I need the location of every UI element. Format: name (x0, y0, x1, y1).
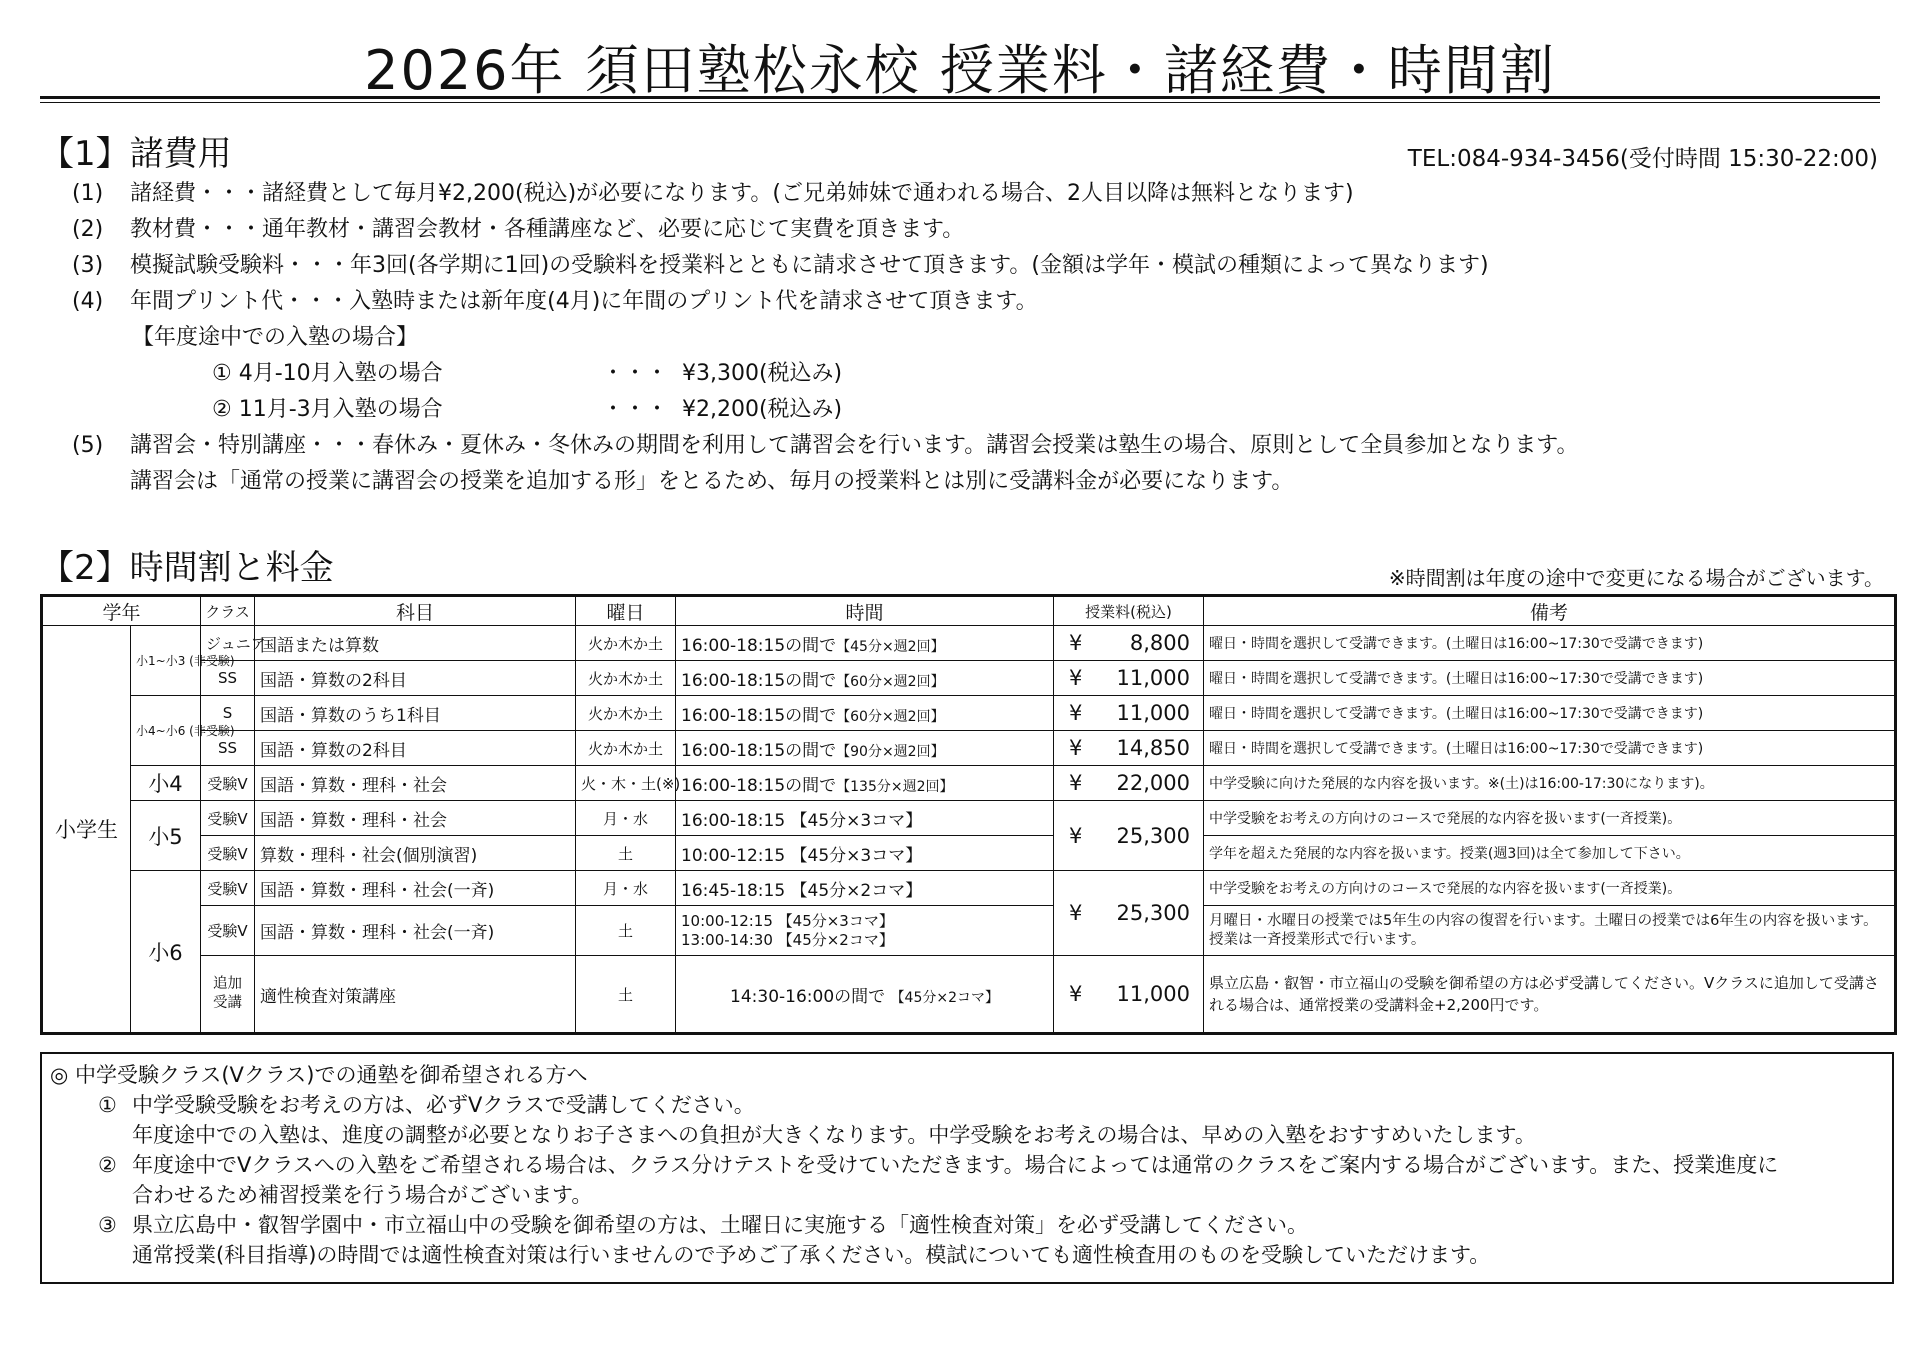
table-row (42, 626, 1896, 661)
table-row (42, 956, 1896, 1034)
day-cell: 土 (576, 956, 676, 1034)
table-row (42, 731, 1896, 766)
table-row (42, 836, 1896, 871)
class-cell: 受験V (201, 906, 255, 956)
day-cell: 土 (576, 906, 676, 956)
grade-5: 小5 (131, 801, 201, 871)
header-time: 時間 (676, 596, 1054, 626)
fee-item: (4) 年間プリント代・・・入塾時または新年度(4月)に年間のプリント代を請求させて頂きます。 (72, 289, 1038, 314)
time-cell: 16:00-18:15の間で【45分×週2回】 (676, 626, 1054, 661)
subject-cell: 適性検査対策講座 (255, 956, 576, 1034)
time-cell: 16:00-18:15の間で【90分×週2回】 (676, 731, 1054, 766)
time-cell: 14:30-16:00の間で 【45分×2コマ】 (676, 956, 1054, 1034)
subject-cell: 国語・算数・理科・社会 (255, 801, 576, 836)
subject-cell: 国語または算数 (255, 626, 576, 661)
grade-sub: 小1~小3 (非受験) (131, 626, 201, 696)
class-cell: SS (201, 731, 255, 766)
subject-cell: 国語・算数のうち1科目 (255, 696, 576, 731)
class-cell: 受験V (201, 766, 255, 801)
subject-cell: 国語・算数の2科目 (255, 731, 576, 766)
fee-cell: ¥ 8,800 (1054, 626, 1204, 661)
fee-cell: ¥ 11,000 (1054, 956, 1204, 1034)
remarks-cell: 中学受験をお考えの方向けのコースで発展的な内容を扱います(一斉授業)。 (1204, 871, 1896, 906)
remarks-cell: 曜日・時間を選択して受講できます。(土曜日は16:00~17:30で受講できます) (1204, 731, 1896, 766)
fee-items (72, 176, 1872, 500)
title-rule-thin (40, 102, 1880, 103)
day-cell: 月・水 (576, 801, 676, 836)
section1-heading: 【1】諸費用 (40, 134, 232, 174)
fee-item: (1) 諸経費・・・諸経費として毎月¥2,200(税込)が必要になります。(ご兄弟姉妹で通われる場合、2人目以降は無料となります) (72, 181, 1354, 206)
title-rule (40, 96, 1880, 99)
header-class: クラス (201, 596, 255, 626)
day-cell: 土 (576, 836, 676, 871)
header-subject: 科目 (255, 596, 576, 626)
v-class-notice (40, 1052, 1894, 1284)
day-cell: 火か木か土 (576, 661, 676, 696)
table-row (42, 871, 1896, 906)
time-cell: 16:00-18:15 【45分×3コマ】 (676, 801, 1054, 836)
time-cell: 10:00-12:15 【45分×3コマ】 13:00-14:30 【45分×2コマ】 (676, 906, 1054, 956)
fee-item: (5) 講習会・特別講座・・・春休み・夏休み・冬休みの期間を利用して講習会を行います。講習会授業は塾生の場合、原則として全員参加となります。 (72, 433, 1579, 458)
time-cell: 10:00-12:15 【45分×3コマ】 (676, 836, 1054, 871)
fee-cell: ¥ 11,000 (1054, 696, 1204, 731)
class-cell: 追加 受講 (201, 956, 255, 1034)
remarks-cell: 曜日・時間を選択して受講できます。(土曜日は16:00~17:30で受講できます) (1204, 661, 1896, 696)
time-cell: 16:00-18:15の間で【60分×週2回】 (676, 696, 1054, 731)
notice-item: ① 中学受験受験をお考えの方は、必ずVクラスで受講してください。 (98, 1093, 755, 1117)
grade-6: 小6 (131, 871, 201, 1034)
remarks-cell: 曜日・時間を選択して受講できます。(土曜日は16:00~17:30で受講できます) (1204, 626, 1896, 661)
header-fee: 授業料(税込) (1054, 596, 1204, 626)
day-cell: 火・木・土(※) (576, 766, 676, 801)
page-title: 2026年 須田塾松永校 授業料・諸経費・時間割 (364, 39, 1556, 102)
fee-cell: ¥ 14,850 (1054, 731, 1204, 766)
table-row (42, 661, 1896, 696)
notice-item: ② 年度途中でVクラスへの入塾をご希望される場合は、クラス分けテストを受けていただきます。場合によっては通常のクラスをご案内する場合がございます。また、授業進度に (98, 1153, 1779, 1177)
class-cell: S (201, 696, 255, 731)
notice-item-continued: 年度途中での入塾は、進度の調整が必要となりお子さまへの負担が大きくなります。中学受験をお考えの場合は、早めの入塾をおすすめいたします。 (132, 1123, 1536, 1147)
subject-cell: 国語・算数・理科・社会 (255, 766, 576, 801)
fee-cell: ¥ 11,000 (1054, 661, 1204, 696)
table-row (42, 696, 1896, 731)
notice-item-continued: 合わせるため補習授業を行う場合がございます。 (132, 1183, 593, 1207)
schedule-note: ※時間割は年度の途中で変更になる場合がございます。 (1388, 566, 1884, 590)
telephone: TEL:084-934-3456(受付時間 15:30-22:00) (1407, 146, 1878, 172)
grade-4: 小4 (131, 766, 201, 801)
subject-cell: 国語・算数の2科目 (255, 661, 576, 696)
midyear-option: ② 11月-3月入塾の場合 ・・・ ¥2,200(税込み) (212, 397, 843, 422)
remarks-cell: 月曜日・水曜日の授業では5年生の内容の復習を行います。土曜日の授業では6年生の内容を扱います。授業は一斉授業形式で行います。 (1204, 906, 1896, 956)
day-cell: 火か木か土 (576, 696, 676, 731)
notice-item-continued: 通常授業(科目指導)の時間では適性検査対策は行いませんので予めご了承ください。模試についても適性検査用のものを受験していただけます。 (132, 1243, 1491, 1267)
fee-item: (3) 模擬試験受験料・・・年3回(各学期に1回)の受験料を授業料とともに請求させて頂きます。(金額は学年・模試の種類によって異なります) (72, 253, 1489, 278)
schedule-table (40, 594, 1897, 1035)
remarks-cell: 県立広島・叡智・市立福山の受験を御希望の方は必ず受講してください。Vクラスに追加して受講される場合は、通常授業の受講料金+2,200円です。 (1204, 956, 1896, 1034)
class-cell: 受験V (201, 801, 255, 836)
time-cell: 16:45-18:15 【45分×2コマ】 (676, 871, 1054, 906)
header-remarks: 備考 (1204, 596, 1896, 626)
fee-item-continued: 講習会は「通常の授業に講習会の授業を追加する形」をとるため、毎月の授業料とは別に受講料金が必要になります。 (130, 469, 1294, 494)
fee-cell: ¥ 25,300 (1054, 801, 1204, 871)
time-cell: 16:00-18:15の間で【60分×週2回】 (676, 661, 1054, 696)
time-cell: 16:00-18:15の間で【135分×週2回】 (676, 766, 1054, 801)
section2-heading: 【2】時間割と料金 (40, 548, 334, 588)
midyear-option: ① 4月-10月入塾の場合 ・・・ ¥3,300(税込み) (212, 361, 843, 386)
midyear-heading: 【年度途中での入塾の場合】 (132, 325, 419, 350)
grade-elementary: 小学生 (42, 626, 131, 1034)
remarks-cell: 中学受験に向けた発展的な内容を扱います。※(土)は16:00-17:30になります)。 (1204, 766, 1896, 801)
class-cell: 受験V (201, 871, 255, 906)
remarks-cell: 中学受験をお考えの方向けのコースで発展的な内容を扱います(一斉授業)。 (1204, 801, 1896, 836)
class-cell: 受験V (201, 836, 255, 871)
table-row (42, 801, 1896, 836)
subject-cell: 国語・算数・理科・社会(一斉) (255, 871, 576, 906)
header-grade: 学年 (42, 596, 201, 626)
subject-cell: 算数・理科・社会(個別演習) (255, 836, 576, 871)
remarks-cell: 曜日・時間を選択して受講できます。(土曜日は16:00~17:30で受講できます) (1204, 696, 1896, 731)
class-cell: ジュニア (201, 626, 255, 661)
fee-cell: ¥ 25,300 (1054, 871, 1204, 956)
notice-heading: ◎ 中学受験クラス(Vクラス)での通塾を御希望される方へ (50, 1063, 588, 1087)
grade-sub: 小4~小6 (非受験) (131, 696, 201, 766)
class-cell: SS (201, 661, 255, 696)
subject-cell: 国語・算数・理科・社会(一斉) (255, 906, 576, 956)
notice-item: ③ 県立広島中・叡智学園中・市立福山中の受験を御希望の方は、土曜日に実施する「適性検査対策」を必ず受講してください。 (98, 1213, 1308, 1237)
fee-item: (2) 教材費・・・通年教材・講習会教材・各種講座など、必要に応じて実費を頂きます。 (72, 217, 965, 242)
day-cell: 火か木か土 (576, 626, 676, 661)
fee-cell: ¥ 22,000 (1054, 766, 1204, 801)
table-row (42, 906, 1896, 956)
table-row (42, 766, 1896, 801)
remarks-cell: 学年を超えた発展的な内容を扱います。授業(週3回)は全て参加して下さい。 (1204, 836, 1896, 871)
table-header-row (42, 596, 1896, 626)
day-cell: 火か木か土 (576, 731, 676, 766)
header-day: 曜日 (576, 596, 676, 626)
day-cell: 月・水 (576, 871, 676, 906)
